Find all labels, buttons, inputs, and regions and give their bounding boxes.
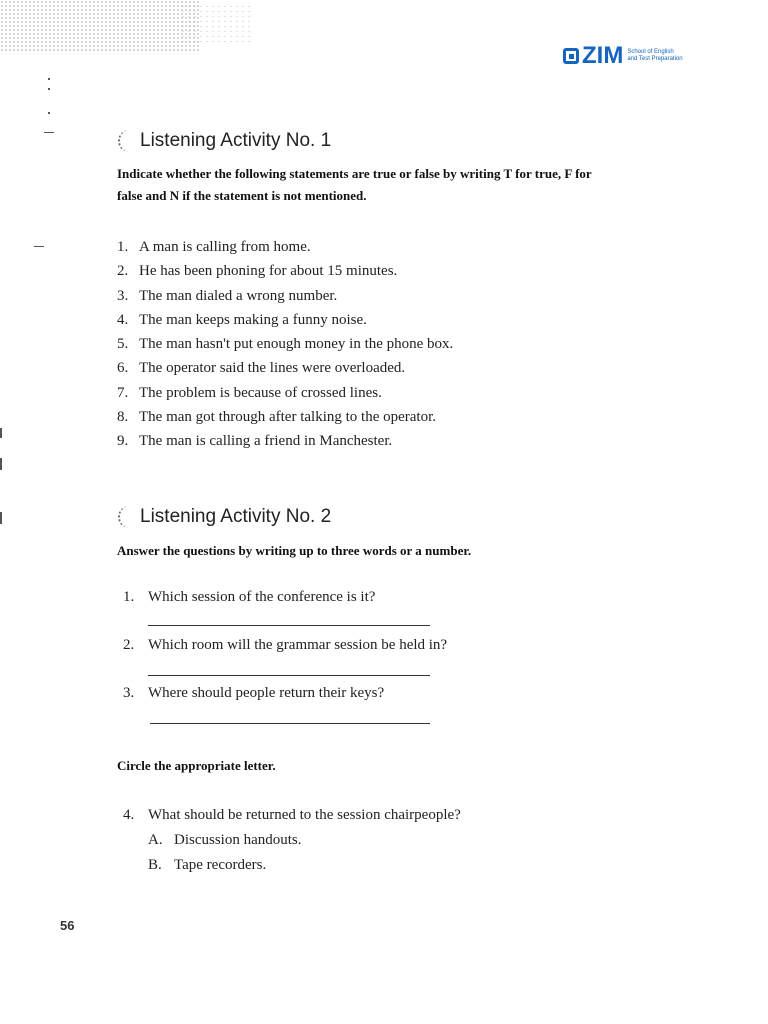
activity-2-title: Listening Activity No. 2 [140,506,332,527]
activity-1-statement-list [117,235,453,454]
list-item: 5. The man hasn't put enough money in the phone box. [117,336,454,353]
list-item: 7. The problem is because of crossed lines. [117,384,382,401]
activity-1-title: Listening Activity No. 1 [140,130,332,151]
question-3: 3. Where should people return their keys? [123,685,385,701]
instruction-line-2: false and N if the statement is not mentioned. [117,188,367,203]
list-item: 9. The man is calling a friend in Manchester. [117,433,393,450]
scan-speckle [0,0,200,52]
logo-tagline: School of English and Test Preparation [627,49,683,62]
scan-mark [0,458,2,470]
question-2: 2. Which room will the grammar session be held in? [123,637,448,653]
list-item: 2. He has been phoning for about 15 minutes. [117,263,398,280]
circle-instruction: Circle the appropriate letter. [117,758,276,773]
list-item: 4. The man keeps making a funny noise. [117,311,367,328]
scan-mark [0,428,2,438]
page-number: 56 [60,918,75,933]
activity-1-instructions [117,163,592,207]
scan-mark [34,246,44,247]
question-1: 1. Which session of the conference is it? [123,589,376,605]
list-item: 6. The operator said the lines were overloaded. [117,360,406,377]
answer-line-1[interactable] [148,625,430,626]
scan-mark [48,112,50,114]
list-item: 8. The man got through after talking to the operator. [117,409,436,426]
option-a[interactable]: A. Discussion handouts. [148,832,302,848]
swirl-icon [118,130,134,152]
answer-line-3[interactable] [150,723,430,724]
question-4 [123,803,461,878]
option-b[interactable]: B. Tape recorders. [148,857,267,873]
activity-2-heading [118,506,331,528]
scan-mark [48,78,50,80]
swirl-icon [118,506,134,528]
scan-mark [48,88,50,90]
logo-wordmark: ZIM [582,42,624,69]
zim-logo-icon [563,48,579,64]
scan-mark [0,512,2,524]
instruction-line-1: Indicate whether the following statements are true or false by writing T for true, F for [117,166,592,181]
scan-speckle [180,4,250,44]
list-item: 1. A man is calling from home. [117,239,311,255]
scan-mark [44,132,54,133]
zim-logo [563,44,683,68]
mc-question: 4. What should be returned to the session chairpeople? [123,807,461,823]
activity-1-heading [118,130,331,152]
answer-line-2[interactable] [148,675,430,676]
list-item: 3. The man dialed a wrong number. [117,287,338,304]
activity-2-instruction: Answer the questions by writing up to three words or a number. [117,543,472,558]
